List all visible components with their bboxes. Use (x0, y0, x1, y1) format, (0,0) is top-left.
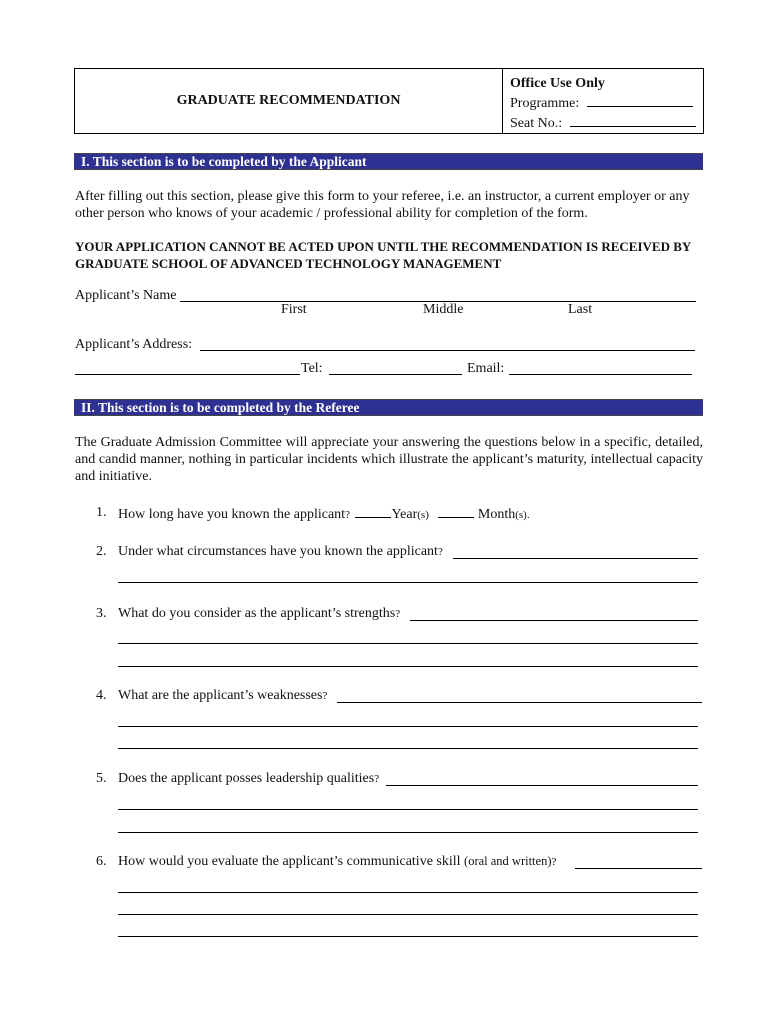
programme-field[interactable] (587, 94, 693, 107)
answer-2-line-1[interactable] (453, 558, 698, 559)
section2-heading: II. This section is to be completed by the Referee (74, 399, 703, 416)
question-5-mark: ? (374, 773, 380, 785)
question-5 (118, 771, 379, 787)
section1-intro: After filling out this section, please give this form to your referee, i.e. an instructor, a current employer or any other person who knows of your academic / professional ability for completion of the form. (75, 189, 690, 221)
email-label: Email: (467, 361, 505, 376)
question-1-number: 1. (96, 505, 107, 520)
question-6 (118, 854, 556, 870)
question-6-text: How would you evaluate the applicant’s communicative skill (118, 854, 465, 869)
first-label: First (281, 302, 307, 317)
section1-warning: YOUR APPLICATION CANNOT BE ACTED UPON UNTIL THE RECOMMENDATION IS RECEIVED BY GRADUATE SCHOOL OF ADVANCED TECHNOLOGY MANAGEMENT (75, 239, 691, 271)
office-use-title: Office Use Only (510, 76, 605, 91)
question-2-text: Under what circumstances have you known the applicant (118, 544, 438, 559)
answer-5-line-3[interactable] (118, 832, 698, 833)
seat-field[interactable] (570, 114, 696, 127)
question-5-text: Does the applicant posses leadership qualities (118, 771, 375, 786)
question-4-mark: ? (322, 690, 328, 702)
months-field[interactable] (438, 505, 474, 518)
answer-3-line-1[interactable] (410, 620, 698, 621)
answer-6-line-2[interactable] (118, 892, 698, 893)
answer-6-line-3[interactable] (118, 914, 698, 915)
question-4-text: What are the applicant’s weaknesses (118, 688, 323, 703)
answer-3-line-2[interactable] (118, 643, 698, 644)
seat-label: Seat No.: (510, 116, 563, 131)
question-3-text: What do you consider as the applicant’s strengths (118, 606, 396, 621)
question-1 (118, 505, 530, 523)
answer-6-line-4[interactable] (118, 936, 698, 937)
years-suffix: (s) (417, 509, 429, 521)
question-3-number: 3. (96, 606, 107, 621)
question-4-number: 4. (96, 688, 107, 703)
question-2-number: 2. (96, 544, 107, 559)
question-6-mark: ? (551, 856, 557, 868)
question-3 (118, 606, 400, 622)
answer-5-line-2[interactable] (118, 809, 698, 810)
tel-field[interactable] (329, 374, 462, 375)
form-title: GRADUATE RECOMMENDATION (75, 69, 503, 133)
programme-label: Programme: (510, 96, 580, 111)
months-label: Month (477, 507, 516, 522)
question-1-text: How long have you known the applicant (118, 507, 346, 522)
answer-2-line-2[interactable] (118, 582, 698, 583)
applicant-address-label: Applicant’s Address: (75, 337, 193, 352)
programme-row (510, 94, 703, 114)
question-2 (118, 544, 443, 560)
section1-heading: I. This section is to be completed by the Applicant (74, 153, 703, 170)
seat-row (510, 114, 703, 134)
tel-label: Tel: (301, 361, 323, 376)
months-suffix: (s). (515, 509, 530, 521)
question-2-mark: ? (437, 546, 443, 558)
question-3-mark: ? (395, 608, 401, 620)
answer-4-line-3[interactable] (118, 748, 698, 749)
years-field[interactable] (355, 505, 391, 518)
applicant-address-field-2[interactable] (75, 374, 300, 375)
question-6-number: 6. (96, 854, 107, 869)
email-field[interactable] (509, 374, 692, 375)
question-4 (118, 688, 327, 704)
answer-6-line-1[interactable] (575, 868, 702, 869)
years-label: Year (391, 507, 418, 522)
question-1-mark: ? (345, 509, 350, 521)
middle-label: Middle (423, 302, 464, 317)
section2-intro: The Graduate Admission Committee will appreciate your answering the questions below in a specific, detailed, and candid manner, nothing in particular incidents which illustrate the applicant’s maturity, intellectual capacity and initiative. (75, 435, 703, 484)
question-5-number: 5. (96, 771, 107, 786)
answer-4-line-1[interactable] (337, 702, 702, 703)
applicant-address-field[interactable] (200, 350, 695, 351)
office-use-panel (503, 69, 703, 133)
answer-4-line-2[interactable] (118, 726, 698, 727)
answer-3-line-3[interactable] (118, 666, 698, 667)
last-label: Last (568, 302, 593, 317)
answer-5-line-1[interactable] (386, 785, 698, 786)
applicant-name-label: Applicant’s Name (75, 288, 177, 303)
question-6-paren: (oral and written) (464, 854, 552, 868)
header-box (74, 68, 704, 134)
